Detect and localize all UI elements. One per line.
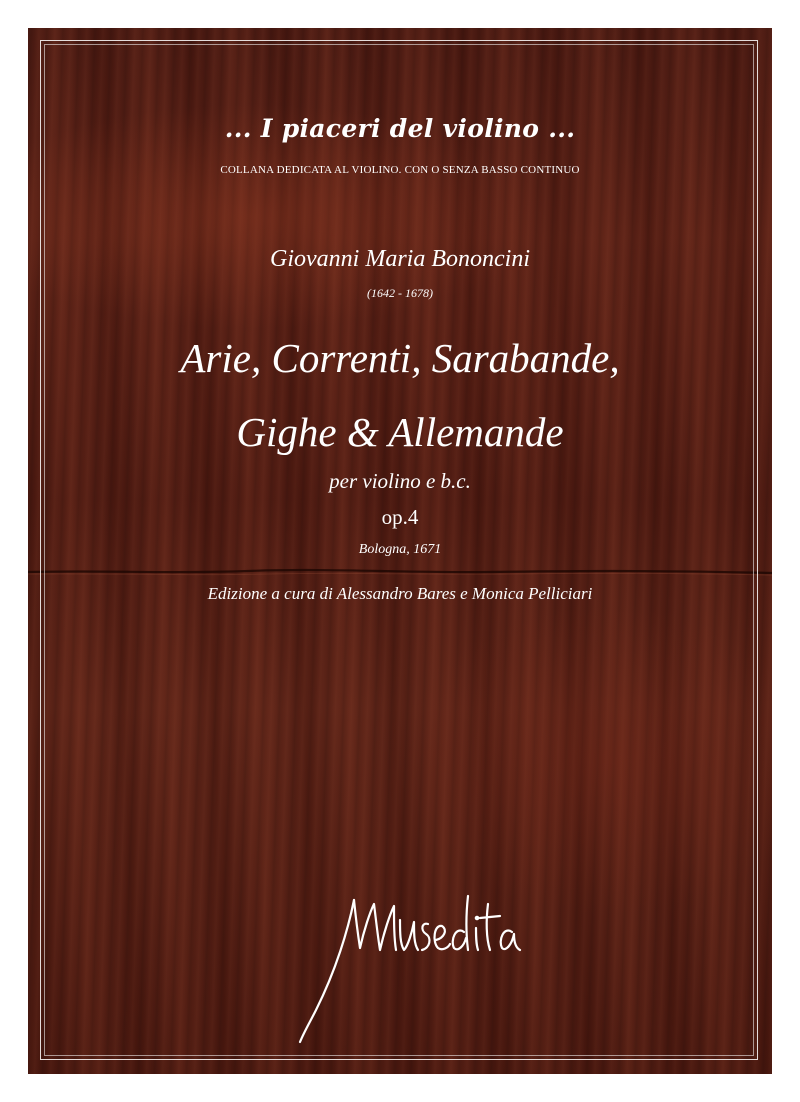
cover-background	[28, 28, 772, 1074]
composer-dates: (1642 - 1678)	[367, 286, 433, 300]
series-title: ... I piaceri del violino ...	[224, 114, 576, 143]
opus-number: op.4	[381, 505, 419, 529]
composer-name: Giovanni Maria Bononcini	[270, 246, 530, 272]
editors-credit: Edizione a cura di Alessandro Bares e Monica Pelliciari	[207, 584, 593, 603]
scoring: per violino e b.c.	[329, 469, 471, 493]
series-subtitle: COLLANA DEDICATA AL VIOLINO. CON O SENZA BASSO CONTINUO	[220, 164, 580, 176]
work-title-line-1: Arie, Correnti, Sarabande,	[180, 335, 620, 381]
musedita-logo	[296, 860, 526, 1050]
place-year: Bologna, 1671	[358, 542, 442, 557]
work-title-line-2: Gighe & Allemande	[236, 409, 564, 455]
